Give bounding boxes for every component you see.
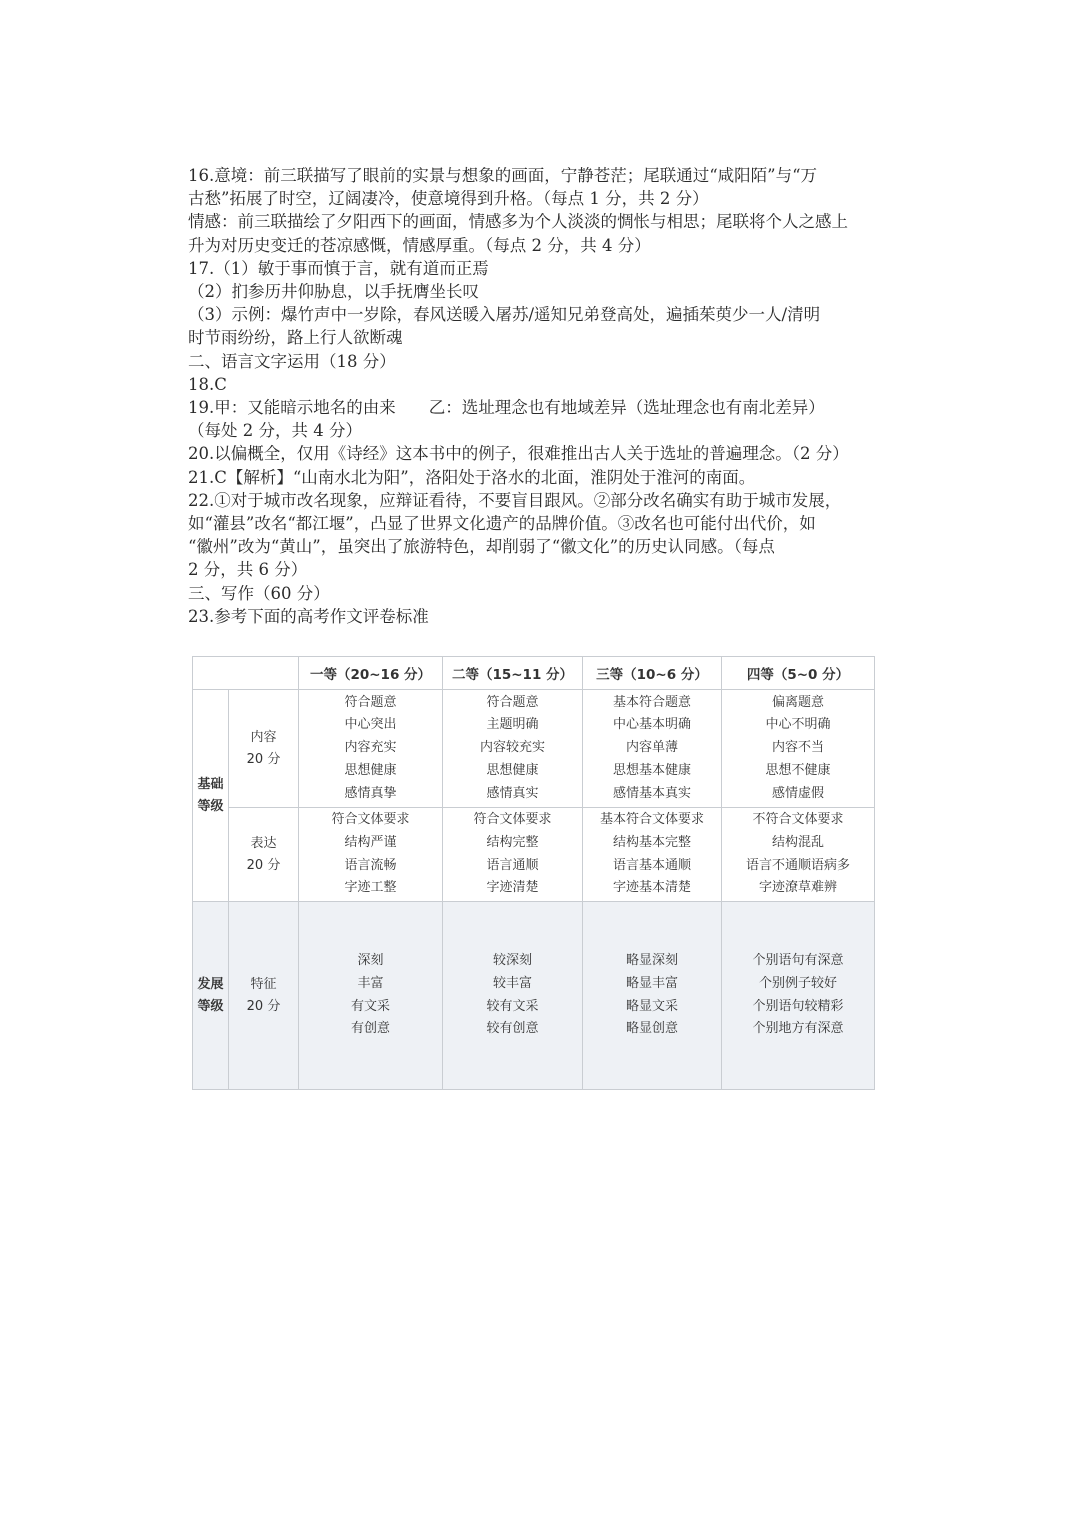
criterion-line: 主题明确 <box>486 717 539 733</box>
content-grade-4 <box>722 690 875 808</box>
content-label <box>229 690 299 808</box>
criterion-line: 字迹潦草难辨 <box>758 880 837 896</box>
criterion-line: 个别语句较精彩 <box>752 998 844 1014</box>
criterion-line: 中心突出 <box>344 717 397 733</box>
criterion-line: 结构混乱 <box>771 834 824 850</box>
content-label-text: 内容 <box>250 729 277 745</box>
answer-text <box>188 164 908 628</box>
header-grade-3: 三等（10~6 分） <box>583 657 722 690</box>
criterion-line: 丰富 <box>357 975 384 991</box>
criterion-line: 内容充实 <box>344 740 397 756</box>
criterion-line: 略显丰富 <box>625 975 678 991</box>
header-grade-4: 四等（5~0 分） <box>722 657 875 690</box>
feature-grade-1 <box>299 902 443 1090</box>
criterion-line: 内容不当 <box>771 740 824 756</box>
q16-line-3: 情感：前三联描绘了夕阳西下的画面，情感多为个人淡淡的惆怅与相思；尾联将个人之感上 <box>188 212 848 232</box>
expression-score: 20 分 <box>246 857 281 873</box>
q21: 21.C【解析】“山南水北为阳”，洛阳处于洛水的北面，淮阴处于淮河的南面。 <box>188 467 756 487</box>
feature-grade-3 <box>583 902 722 1090</box>
q22-line-2: 如“灌县”改名“都江堰”，凸显了世界文化遗产的品牌价值。③改名也可能付出代价，如 <box>188 514 816 534</box>
header-grade-1: 一等（20~16 分） <box>299 657 443 690</box>
q20: 20.以偏概全，仅用《诗经》这本书中的例子，很难推出古人关于选址的普遍理念。（2 分） <box>188 444 849 464</box>
q16-line-2: 古愁”拓展了时空，辽阔凄冷，使意境得到升格。（每点 1 分，共 2 分） <box>188 189 709 209</box>
content-grade-2 <box>443 690 583 808</box>
essay-grading-table <box>192 656 875 1090</box>
criterion-line: 感情虚假 <box>771 785 824 801</box>
criterion-line: 有创意 <box>350 1021 390 1037</box>
expression-label-text: 表达 <box>250 835 277 851</box>
q17-line-3: （3）示例：爆竹声中一岁除，春风送暖入屠苏/遥知兄弟登高处，遍插茱萸少一人/清明 <box>188 305 821 325</box>
criterion-line: 较有文采 <box>486 998 539 1014</box>
criterion-line: 语言流畅 <box>344 857 397 873</box>
criterion-line: 符合文体要求 <box>331 811 410 827</box>
content-grade-1 <box>299 690 443 808</box>
development-level-label <box>193 902 229 1090</box>
q17-line-4: 时节雨纷纷，路上行人欲断魂 <box>188 328 403 348</box>
criterion-line: 结构严谨 <box>344 834 397 850</box>
criterion-line: 有文采 <box>350 998 390 1014</box>
q22-line-4: 2 分，共 6 分） <box>188 560 308 580</box>
criterion-line: 略显深刻 <box>625 952 678 968</box>
criterion-line: 语言基本通顺 <box>612 857 691 873</box>
criterion-line: 内容单薄 <box>625 740 678 756</box>
q16-line-1: 16.意境：前三联描写了眼前的实景与想象的画面，宁静苍茫；尾联通过“咸阳陌”与“万 <box>188 166 818 185</box>
q22-line-1: 22.①对于城市改名现象，应辩证看待，不要盲目跟风。②部分改名确实有助于城市发展， <box>188 490 842 510</box>
criterion-line: 符合题意 <box>486 694 539 710</box>
criterion-line: 思想不健康 <box>765 762 831 778</box>
section-3-heading: 三、写作（60 分） <box>188 583 330 603</box>
criterion-line: 中心不明确 <box>765 717 831 733</box>
q22-line-3: “徽州”改为“黄山”，虽突出了旅游特色，却削弱了“徽文化”的历史认同感。（每点 <box>188 537 775 557</box>
criterion-line: 个别语句有深意 <box>752 952 844 968</box>
feature-label-text: 特征 <box>250 976 277 992</box>
basic-level-text: 基础等级 <box>197 776 224 814</box>
feature-score: 20 分 <box>246 998 281 1014</box>
criterion-line: 较有创意 <box>486 1021 539 1037</box>
q19-line-2: （每处 2 分，共 4 分） <box>188 421 362 441</box>
criterion-line: 中心基本明确 <box>612 717 691 733</box>
criterion-line: 略显文采 <box>625 998 678 1014</box>
header-grade-2: 二等（15~11 分） <box>443 657 583 690</box>
criterion-line: 字迹基本清楚 <box>612 880 691 896</box>
criterion-line: 略显创意 <box>625 1021 678 1037</box>
criterion-line: 较深刻 <box>492 952 532 968</box>
q19-line-1: 19.甲：又能暗示地名的由来 乙：选址理念也有地域差异（选址理念也有南北差异） <box>188 398 825 418</box>
q23: 23.参考下面的高考作文评卷标准 <box>188 606 429 626</box>
criterion-line: 不符合文体要求 <box>752 811 844 827</box>
criterion-line: 语言通顺 <box>486 857 539 873</box>
feature-label <box>229 902 299 1090</box>
criterion-line: 思想健康 <box>344 762 397 778</box>
feature-grade-4 <box>722 902 875 1090</box>
q17-line-1: 17.（1）敏于事而慎于言，就有道而正焉 <box>188 258 489 278</box>
feature-grade-2 <box>443 902 583 1090</box>
criterion-line: 基本符合题意 <box>612 694 691 710</box>
criterion-line: 内容较充实 <box>479 740 545 756</box>
criterion-line: 思想基本健康 <box>612 762 691 778</box>
criterion-line: 符合题意 <box>344 694 397 710</box>
criterion-line: 个别地方有深意 <box>752 1021 844 1037</box>
expression-grade-2 <box>443 808 583 902</box>
header-blank <box>193 657 299 690</box>
content-grade-3 <box>583 690 722 808</box>
criterion-line: 思想健康 <box>486 762 539 778</box>
expression-grade-4 <box>722 808 875 902</box>
q17-line-2: （2）扪参历井仰胁息，以手抚膺坐长叹 <box>188 282 479 302</box>
criterion-line: 字迹工整 <box>344 880 397 896</box>
criterion-line: 感情真实 <box>486 785 539 801</box>
development-level-text: 发展等级 <box>197 976 224 1014</box>
criterion-line: 基本符合文体要求 <box>599 811 704 827</box>
criterion-line: 结构基本完整 <box>612 834 691 850</box>
criterion-line: 符合文体要求 <box>473 811 552 827</box>
basic-level-label <box>193 690 229 902</box>
criterion-line: 感情基本真实 <box>612 785 691 801</box>
criterion-line: 感情真挚 <box>344 785 397 801</box>
expression-grade-1 <box>299 808 443 902</box>
expression-grade-3 <box>583 808 722 902</box>
q18: 18.C <box>188 374 227 394</box>
expression-label <box>229 808 299 902</box>
criterion-line: 字迹清楚 <box>486 880 539 896</box>
criterion-line: 结构完整 <box>486 834 539 850</box>
criterion-line: 个别例子较好 <box>758 975 837 991</box>
criterion-line: 深刻 <box>357 952 384 968</box>
content-score: 20 分 <box>246 751 281 767</box>
criterion-line: 较丰富 <box>492 975 532 991</box>
q16-line-4: 升为对历史变迁的苍凉感慨，情感厚重。（每点 2 分，共 4 分） <box>188 235 651 255</box>
criterion-line: 语言不通顺语病多 <box>745 857 850 873</box>
section-2-heading: 二、语言文字运用（18 分） <box>188 351 396 371</box>
criterion-line: 偏离题意 <box>771 694 824 710</box>
